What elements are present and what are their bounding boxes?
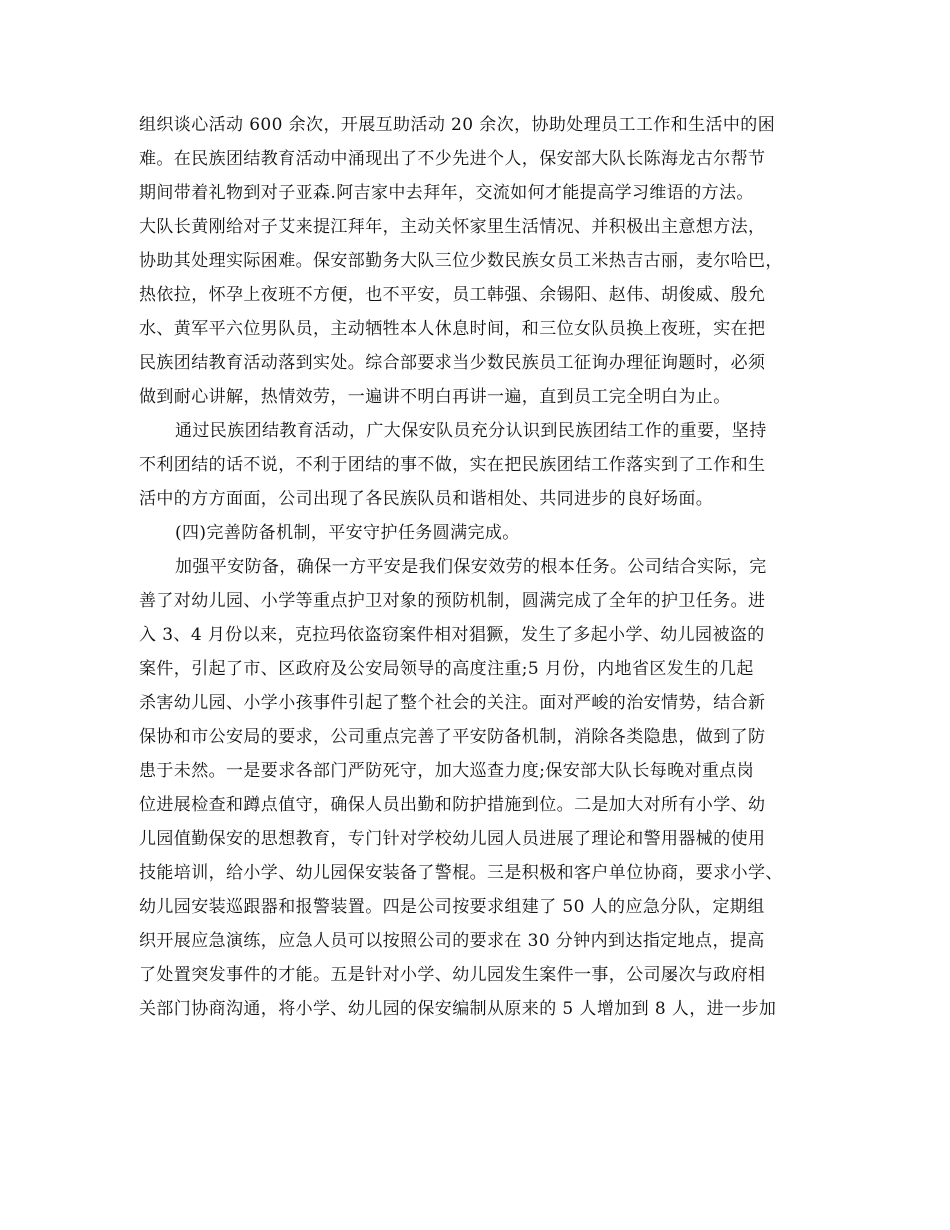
paragraph-start-line: 通过民族团结教育活动，广大保安队员充分认识到民族团结工作的重要，坚持 [175, 421, 767, 441]
text-line: 幼儿园安装巡跟器和报警装置。四是公司按要求组建了 50 人的应急分队，定期组 [139, 897, 765, 917]
text-line: 关部门协商沟通，将小学、幼儿园的保安编制从原来的 5 人增加到 8 人，进一步加 [139, 999, 777, 1019]
text-line: 组织谈心活动 600 余次，开展互助活动 20 余次，协助处理员工工作和生活中的困 [139, 115, 776, 135]
text-line: 水、黄军平六位男队员，主动牺牲本人休息时间，和三位女队员换上夜班，实在把 [139, 319, 766, 339]
text-line: 案件，引起了市、区政府及公安局领导的高度注重;5 月份，内地省区发生的几起 [139, 659, 754, 679]
text-line: 技能培训，给小学、幼儿园保安装备了警棍。三是积极和客户单位协商，要求小学、 [139, 863, 783, 883]
text-line: 位进展检查和蹲点值守，确保人员出勤和防护措施到位。二是加大对所有小学、幼 [139, 795, 766, 815]
text-line: 热依拉，怀孕上夜班不方便，也不平安，员工韩强、余锡阳、赵伟、胡俊威、殷允 [139, 285, 766, 305]
text-line: 保协和市公安局的要求，公司重点完善了平安防备机制，消除各类隐患，做到了防 [139, 727, 766, 747]
text-line: 儿园值勤保安的思想教育，专门针对学校幼儿园人员进展了理论和警用器械的使用 [139, 829, 766, 849]
section-heading: (四)完善防备机制，平安守护任务圆满完成。 [175, 523, 520, 543]
text-line: 患于未然。一是要求各部门严防死守，加大巡查力度;保安部大队长每晚对重点岗 [139, 761, 755, 781]
text-line: 杀害幼儿园、小学小孩事件引起了整个社会的关注。面对严峻的治安情势，结合新 [139, 693, 766, 713]
document-page [139, 108, 811, 1026]
text-line: 活中的方方面面，公司出现了各民族队员和谐相处、共同进步的良好场面。 [139, 489, 714, 509]
text-line: 协助其处理实际困难。保安部勤务大队三位少数民族女员工米热吉古丽，麦尔哈巴， [139, 251, 783, 271]
text-line: 期间带着礼物到对子亚森.阿吉家中去拜年，交流如何才能提高学习维语的方法。 [139, 183, 754, 203]
text-line: 了处置突发事件的才能。五是针对小学、幼儿园发生案件一事，公司屡次与政府相 [139, 965, 766, 985]
text-line: 织开展应急演练，应急人员可以按照公司的要求在 30 分钟内到达指定地点，提高 [139, 931, 765, 951]
text-line: 做到耐心讲解，热情效劳，一遍讲不明白再讲一遍，直到员工完全明白为止。 [139, 387, 731, 407]
paragraph-start-line: 加强平安防备，确保一方平安是我们保安效劳的根本任务。公司结合实际，完 [175, 557, 767, 577]
text-line: 难。在民族团结教育活动中涌现出了不少先进个人，保安部大队长陈海龙古尔帮节 [139, 149, 766, 169]
text-line: 大队长黄刚给对子艾来提江拜年，主动关怀家里生活情况、并积极出主意想方法， [139, 217, 766, 237]
text-line: 入 3、4 月份以来，克拉玛依盗窃案件相对猖獗，发生了多起小学、幼儿园被盗的 [139, 625, 765, 645]
text-line: 民族团结教育活动落到实处。综合部要求当少数民族员工征询办理征询题时，必须 [139, 353, 766, 373]
text-line: 不利团结的话不说，不利于团结的事不做，实在把民族团结工作落实到了工作和生 [139, 455, 766, 475]
text-line: 善了对幼儿园、小学等重点护卫对象的预防机制，圆满完成了全年的护卫任务。进 [139, 591, 766, 611]
